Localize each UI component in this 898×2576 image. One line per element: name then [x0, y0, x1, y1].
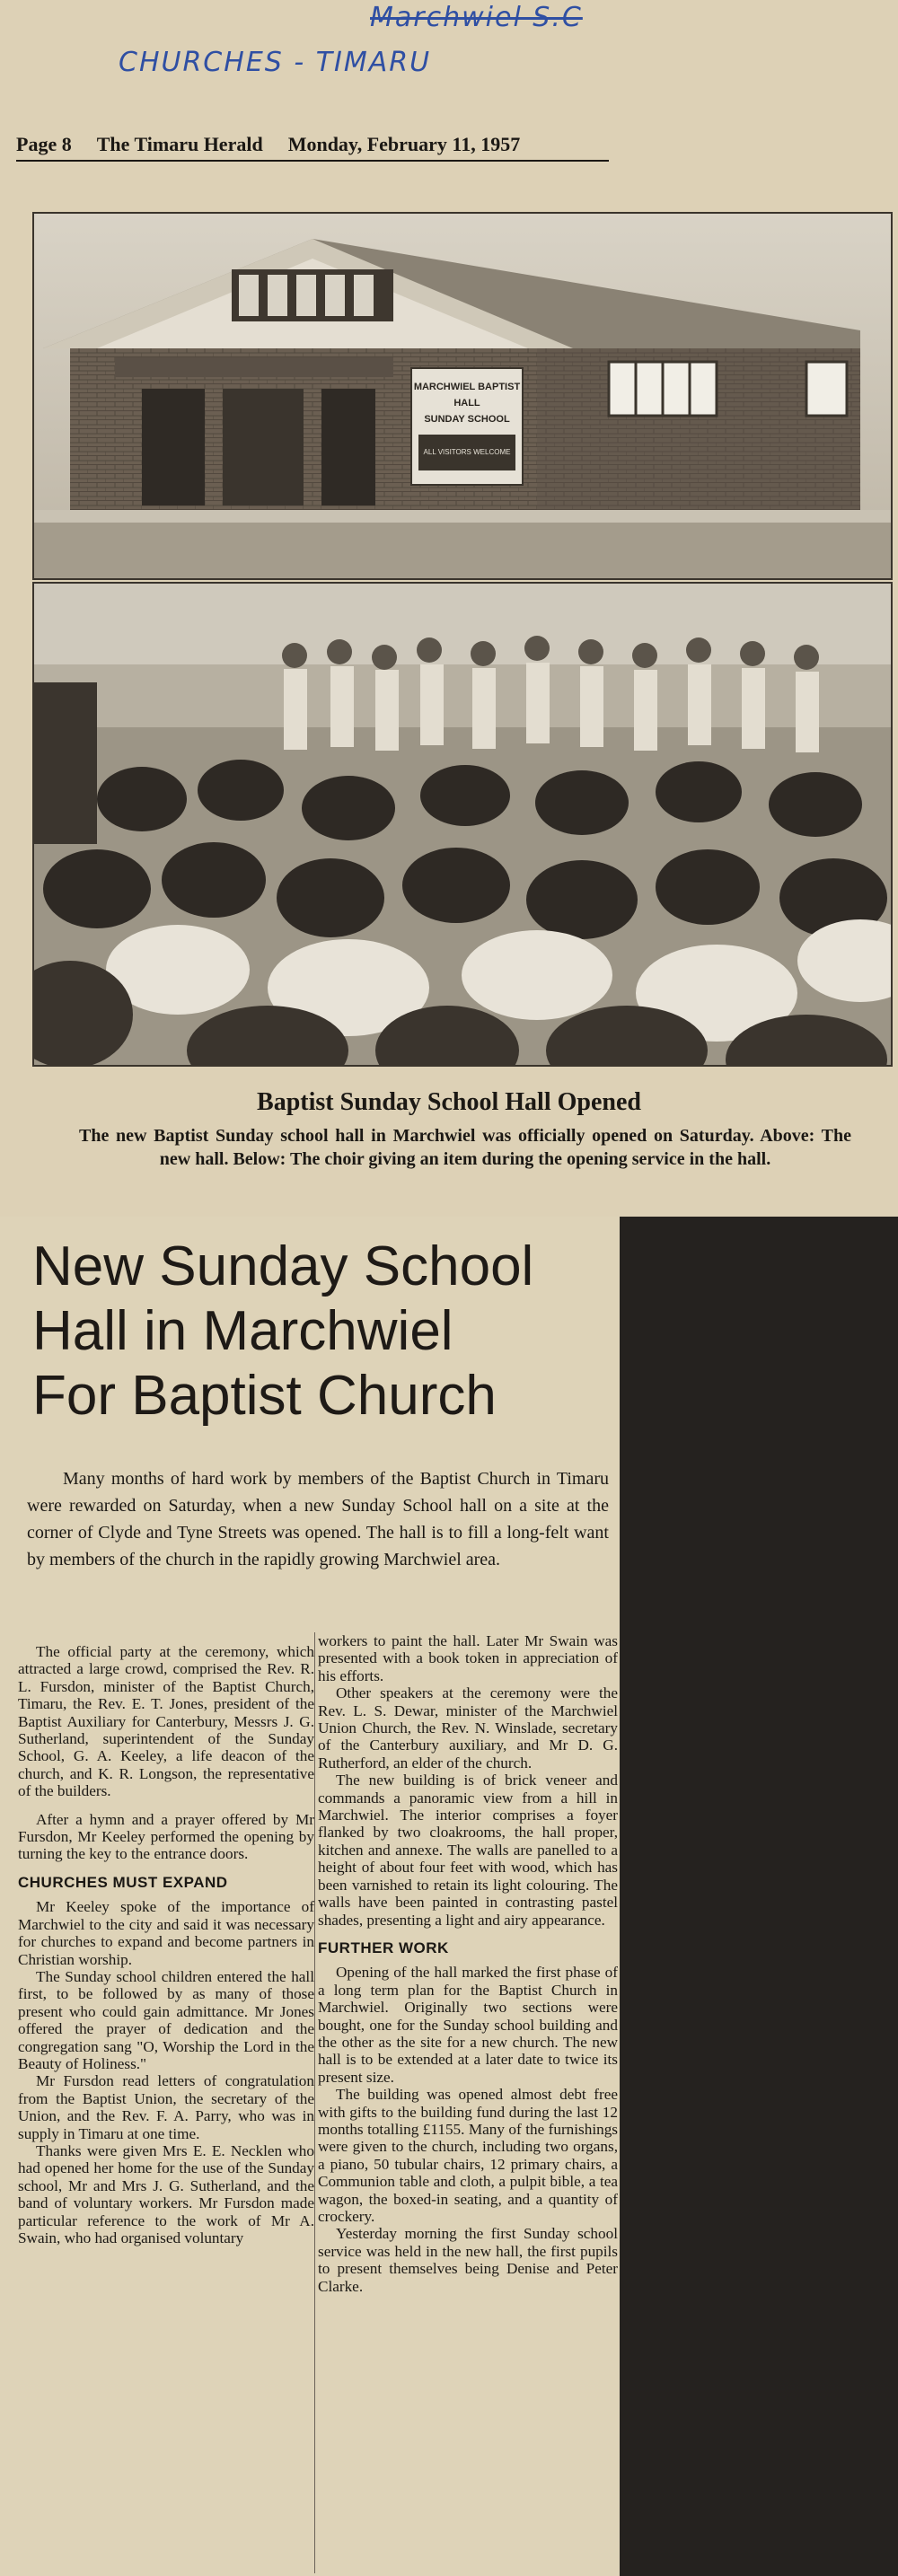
photo-caption-title: Baptist Sunday School Hall Opened — [257, 1088, 641, 1116]
handwritten-struck-note: Marchwiel S.C — [370, 2, 583, 33]
photo-choir-service — [32, 582, 893, 1067]
hall-sign-line-3: SUNDAY SCHOOL — [424, 414, 510, 425]
paragraph: workers to paint the hall. Later Mr Swain was presented with a book token in appreciation of his efforts. — [318, 1632, 618, 1684]
paragraph: Mr Keeley spoke of the importance of Marchwiel to the city and said it was necessary for churches to expand and become partners in Christian worship. — [18, 1898, 314, 1968]
headline-line-3: For Baptist Church — [32, 1365, 497, 1427]
article-headline — [32, 1235, 607, 1429]
column-divider — [314, 1632, 315, 2573]
choir-illustration — [34, 584, 893, 1067]
issue-date: Monday, February 11, 1957 — [287, 133, 521, 155]
paragraph: Other speakers at the ceremony were the Rev. L. S. Dewar, minister of the Marchwiel Union Church, the Rev. N. Winslade, secretary of the Canterbury auxiliary, and Mr D. G. Rutherford, an elder of the church. — [318, 1684, 618, 1772]
photo-new-hall — [32, 212, 893, 580]
paragraph: The new building is of brick veneer and commands a panoramic view from a hill in Marchwiel. The interior comprises a foyer flanked by two cloakrooms, the hall proper, kitchen and annexe. The walls are panelled to a height of about four feet with wood, which has been varnished to retain its light colouring. The walls have been painted in contrasting pastel shades, presenting a light and airy appearance. — [318, 1772, 618, 1929]
handwritten-label: CHURCHES - TIMARU — [119, 47, 432, 78]
headline-line-2: Hall in Marchwiel — [32, 1300, 453, 1362]
paragraph: Yesterday morning the first Sunday school service was held in the new hall, the first pupils to present themselves being Denise and Peter Clarke. — [318, 2225, 618, 2295]
newspaper-name: The Timaru Herald — [96, 133, 263, 155]
hall-sign-line-1: MARCHWIEL BAPTIST — [413, 382, 521, 392]
paragraph: The official party at the ceremony, which attracted a large crowd, comprised the Rev. R. L. Fursdon, minister of the Baptist Church, Timaru, the Rev. E. T. Jones, president of the Baptist Auxiliary for Canterbury, Messrs J. G. Sutherland, superintendent of the Sunday School, G. A. Keeley, a life deacon of the church, and K. R. Longson, the representative of the builders. — [18, 1643, 314, 1800]
section-heading: CHURCHES MUST EXPAND — [18, 1873, 228, 1891]
photo-caption-text: The new Baptist Sunday school hall in Marchwiel was officially opened on Saturday. Above: The new hall. Below: The choir giving an item during the opening service in the hall. — [79, 1126, 851, 1169]
paragraph: The Sunday school children entered the hall first, to be followed by as many of those present who could gain admittance. Mr Jones offered the prayer of dedication and the congregation sang "O, Worship the Lord in the Beauty of Holiness." — [18, 1967, 314, 2072]
article-column-left — [18, 1643, 314, 2246]
hall-sign-line-2: HALL — [453, 398, 480, 409]
article-column-right — [318, 1632, 618, 2295]
paragraph: The building was opened almost debt free with gifts to the building fund during the last 12 months totalling £1155. Many of the furnishings were given to the church, including two organs, a piano, 50 tubular chairs, 12 primary chairs, a Communion table and cloth, a pulpit bible, a tea wagon, the boxed-in seating, and a quantity of crockery. — [318, 2086, 618, 2225]
newspaper-masthead — [16, 133, 609, 162]
hall-illustration — [34, 214, 893, 580]
section-heading: FURTHER WORK — [318, 1939, 449, 1956]
headline-line-1: New Sunday School — [32, 1235, 534, 1297]
article-lead-paragraph: Many months of hard work by members of the Baptist Church in Timaru were rewarded on Saturday, when a new Sunday School hall on a site at the corner of Clyde and Tyne Streets was opened. The hall is to fill a long-felt want by members of the church in the rapidly growing Marchwiel area. — [27, 1469, 609, 1569]
background-area — [620, 1217, 898, 2576]
paragraph: After a hymn and a prayer offered by Mr Fursdon, Mr Keeley performed the opening by turning the key to the entrance doors. — [18, 1810, 314, 1863]
paragraph: Mr Fursdon read letters of congratulation from the Baptist Union, the secretary of the Union, and the Rev. F. A. Parry, who was in supply in Timaru at one time. — [18, 2072, 314, 2142]
paragraph: Opening of the hall marked the first phase of a long term plan for the Baptist Church in Marchwiel. Originally two sections were bought, one for the Sunday school building and the other as the site for a new church. The new hall is to be extended at a later date to twice its present size. — [318, 1964, 618, 2086]
hall-sign-welcome: ALL VISITORS WELCOME — [423, 448, 511, 456]
paragraph: Thanks were given Mrs E. E. Necklen who had opened her home for the use of the Sunday school, Mr and Mrs J. G. Sutherland, and the band of voluntary workers. Mr Fursdon made particular reference to the work of Mr A. Swain, who had organised voluntary — [18, 2141, 314, 2246]
page-number: Page 8 — [16, 133, 72, 155]
